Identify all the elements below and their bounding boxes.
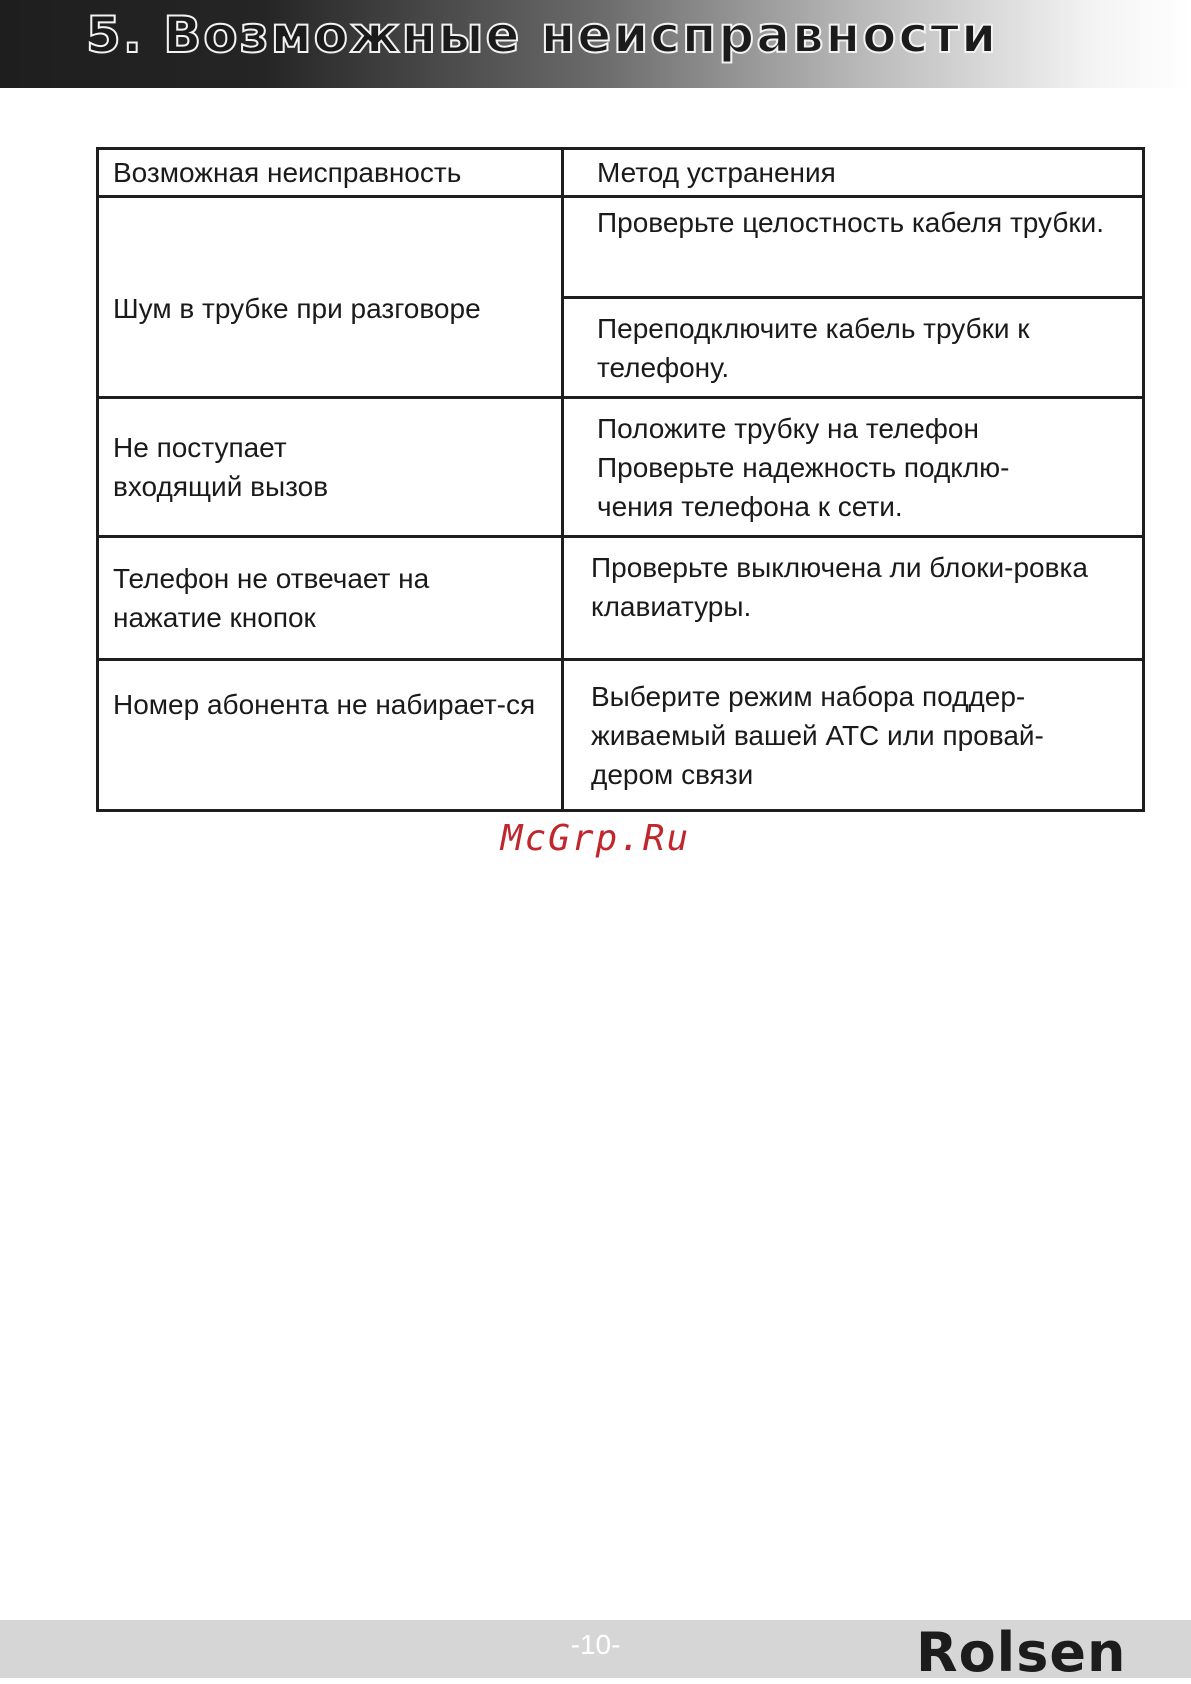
solution-cell: Проверьте целостность кабеля трубки. bbox=[563, 197, 1144, 298]
table-row bbox=[98, 660, 1144, 811]
troubleshooting-table bbox=[96, 147, 1145, 812]
problem-cell: Не поступает входящий вызов bbox=[98, 398, 563, 537]
table-row bbox=[98, 398, 1144, 537]
solution-cell: Переподключите кабель трубки к телефону. bbox=[563, 298, 1144, 398]
table-header-row bbox=[98, 149, 1144, 197]
column-header-problem: Возможная неисправность bbox=[98, 149, 563, 197]
problem-cell: Номер абонента не набирает-ся bbox=[98, 660, 563, 811]
brand-logo: Rolsen bbox=[916, 1621, 1127, 1684]
solution-cell: Выберите режим набора поддер-живаемый вашей АТС или провай-дером связи bbox=[563, 660, 1144, 811]
table-row bbox=[98, 197, 1144, 298]
column-header-solution: Метод устранения bbox=[563, 149, 1144, 197]
solution-cell: Положите трубку на телефон Проверьте надежность подклю-чения телефона к сети. bbox=[563, 398, 1144, 537]
solution-cell: Проверьте выключена ли блоки-ровка клавиатуры. bbox=[563, 537, 1144, 660]
problem-cell: Шум в трубке при разговоре bbox=[98, 197, 563, 398]
problem-cell: Телефон не отвечает на нажатие кнопок bbox=[98, 537, 563, 660]
table-row bbox=[98, 537, 1144, 660]
page-number: -10- bbox=[570, 1629, 621, 1660]
watermark: McGrp.Ru bbox=[500, 818, 691, 859]
page-title: 5. Возможные неисправности bbox=[86, 6, 999, 64]
